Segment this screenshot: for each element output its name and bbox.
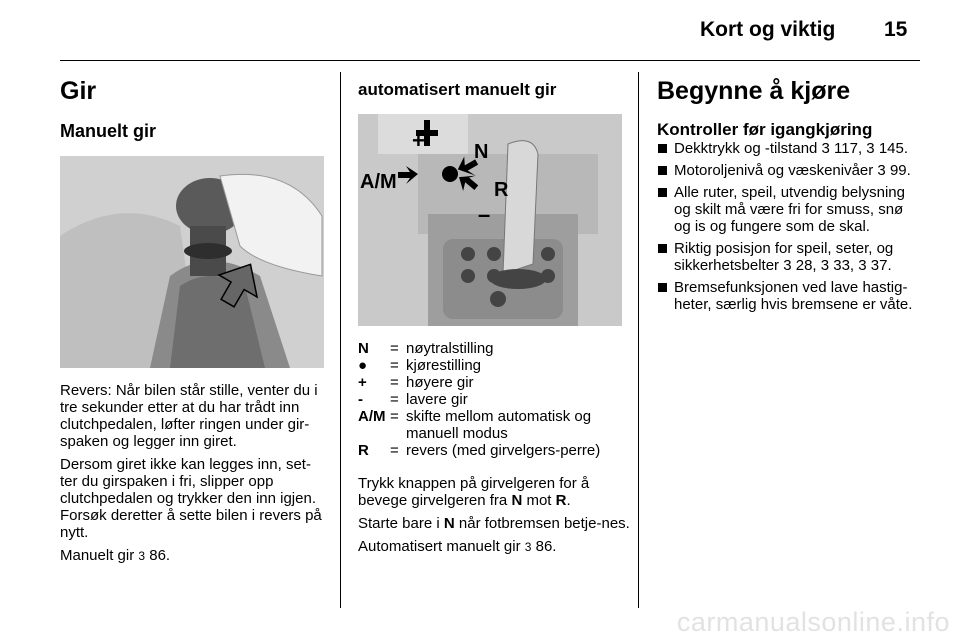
legend-value: lavere gir: [406, 391, 468, 408]
watermark: carmanualsonline.info: [676, 607, 950, 637]
legend-eq: =: [390, 374, 399, 391]
instruction-n: N: [511, 492, 523, 509]
legend-eq: =: [390, 340, 399, 357]
subsection-heading: Manuelt gir: [60, 121, 157, 141]
legend-value: skifte mellom automatisk og manuell modus: [406, 408, 592, 442]
checklist: [657, 140, 921, 313]
legend-eq: =: [390, 408, 399, 425]
legend-key: N: [358, 340, 369, 357]
subsection-heading: Kontroller før igangkjøring: [657, 120, 873, 139]
page-ref-arrow-icon: 3: [138, 549, 146, 563]
figure-label-minus: –: [478, 202, 491, 227]
list-item-text: Bremsefunksjonen ved lave hastig-heter, særlig hvis bremsene er våte.: [674, 279, 913, 313]
list-item-text: Riktig posisjon for speil, seter, og sikkerhetsbelter 3 28, 3 33, 3 37.: [674, 240, 894, 274]
list-item: [657, 240, 921, 274]
reference-text: Automatisert manuelt gir: [358, 538, 521, 555]
legend-row: [358, 340, 630, 357]
reference-text: Manuelt gir: [60, 547, 135, 564]
list-item-text: Alle ruter, speil, utvendig belysning og skilt må være fri for smuss, snø og is og fungere som de skal.: [674, 184, 905, 235]
legend-row: [358, 408, 630, 442]
list-item: [657, 184, 921, 235]
figure-label-am: A/M: [360, 171, 397, 193]
automated-gear-figure: [358, 114, 622, 326]
reference-page: 86.: [535, 538, 557, 555]
list-item-text: Motoroljenivå og væskenivåer 3 99.: [674, 162, 911, 179]
column-divider-right: [638, 72, 639, 608]
instruction-text: når fotbremsen betje-nes.: [458, 515, 630, 532]
instruction-n: N: [443, 515, 455, 532]
list-item-text: Dekktrykk og -tilstand 3 117, 3 145.: [674, 140, 909, 157]
list-item: [657, 140, 921, 157]
column-divider-left: [340, 72, 341, 608]
page-ref-arrow-icon: 3: [524, 540, 532, 554]
legend-row: [358, 374, 630, 391]
bullet-icon: [658, 244, 667, 253]
legend-key: R: [358, 442, 369, 459]
reverse-instructions: Revers: Når bilen står stille, venter du i tre sekunder etter at du har trådt inn clutchpedalen, løfter ringen under gir-spaken og legger inn giret.: [60, 382, 318, 450]
legend-key: +: [358, 374, 367, 391]
right-column: [657, 72, 921, 318]
section-heading: automatisert manuelt gir: [358, 80, 557, 99]
manual-gear-figure: [60, 156, 324, 368]
figure-label-r: R: [494, 179, 509, 201]
page-number: 15: [884, 18, 908, 41]
bullet-icon: [658, 144, 667, 153]
legend-row: [358, 391, 630, 408]
legend-key: -: [358, 391, 363, 408]
left-column: [60, 72, 326, 571]
legend-row: [358, 357, 630, 374]
legend-value: revers (med girvelgers-perre): [406, 442, 601, 459]
legend: [358, 340, 630, 459]
page-header-title: Kort og viktig: [700, 18, 836, 41]
list-item: [657, 279, 921, 313]
manual-gear-reference: [60, 547, 326, 565]
instruction-text: Starte bare i: [358, 515, 440, 532]
instruction-text: mot: [526, 492, 552, 509]
instruction-text: Trykk knappen på girvelgeren for å bevege girvelgeren fra: [358, 475, 590, 509]
legend-eq: =: [390, 357, 399, 374]
legend-value: kjørestilling: [406, 357, 482, 374]
instruction-r: R: [555, 492, 567, 509]
header-rule: [60, 60, 920, 61]
legend-row: [358, 442, 630, 459]
legend-value: høyere gir: [406, 374, 474, 391]
automated-gear-illustration: [358, 114, 622, 326]
middle-column: [358, 72, 630, 562]
manual-gear-illustration: [60, 156, 324, 368]
reverse-retry-instructions: Dersom giret ikke kan legges inn, set-ter du girspaken i fri, slipper opp clutchpedalen og trykker den inn igjen. Forsøk deretter å sette bilen i revers på nytt.: [60, 456, 322, 541]
bullet-icon: [658, 283, 667, 292]
legend-value: nøytralstilling: [406, 340, 494, 357]
bullet-icon: [658, 188, 667, 197]
automated-gear-reference: [358, 538, 630, 556]
bullet-icon: [658, 166, 667, 175]
legend-eq: =: [390, 391, 399, 408]
figure-label-n: N: [474, 141, 489, 163]
reference-page: 86.: [149, 547, 171, 564]
legend-key: ●: [358, 357, 368, 374]
legend-eq: =: [390, 442, 399, 459]
legend-key: A/M: [358, 408, 386, 425]
start-instructions: [358, 515, 630, 532]
button-instructions: [358, 475, 630, 509]
section-heading: Gir: [60, 77, 97, 105]
instruction-period: .: [566, 492, 571, 509]
figure-label-plus: +: [412, 128, 425, 153]
section-heading: Begynne å kjøre: [657, 77, 851, 105]
list-item: [657, 162, 921, 179]
